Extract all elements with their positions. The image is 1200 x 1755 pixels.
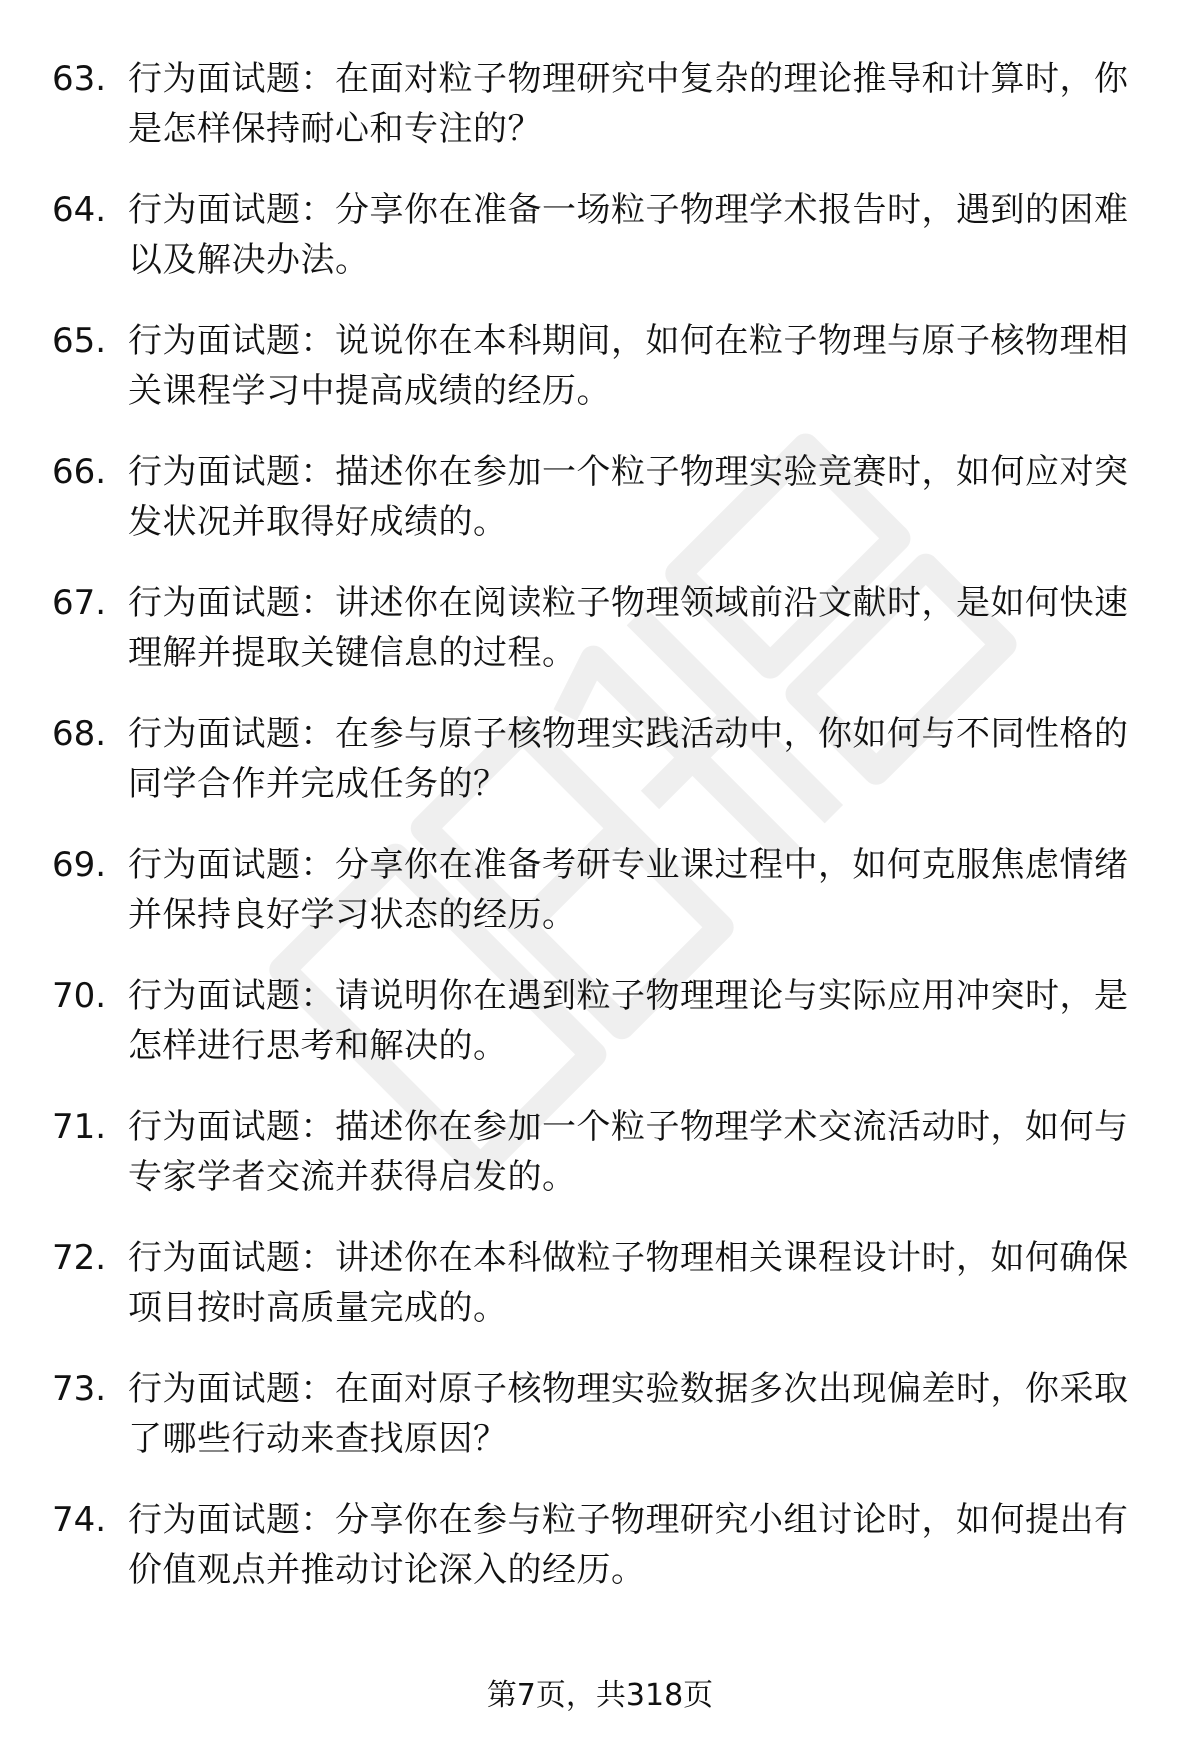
question-number: 65. [52,321,107,361]
question-text: 行为面试题：描述你在参加一个粒子物理实验竞赛时，如何应对突发状况并取得好成绩的。 [128,452,1129,542]
question-item [0,1233,1200,1364]
question-text: 行为面试题：讲述你在阅读粒子物理领域前沿文献时，是如何快速理解并提取关键信息的过程。 [128,583,1129,673]
question-item [0,185,1200,316]
question-text: 行为面试题：说说你在本科期间，如何在粒子物理与原子核物理相关课程学习中提高成绩的经历。 [128,321,1129,411]
question-item [0,1364,1200,1495]
question-item [0,709,1200,840]
question-item [0,447,1200,578]
question-number: 63. [52,59,107,99]
question-item [0,840,1200,971]
question-text: 行为面试题：分享你在参与粒子物理研究小组讨论时，如何提出有价值观点并推动讨论深入的经历。 [128,1500,1129,1590]
question-number: 71. [52,1107,107,1147]
question-text: 行为面试题：在面对粒子物理研究中复杂的理论推导和计算时，你是怎样保持耐心和专注的？ [128,59,1129,149]
question-item [0,1102,1200,1233]
question-text: 行为面试题：描述你在参加一个粒子物理学术交流活动时，如何与专家学者交流并获得启发的。 [128,1107,1129,1197]
question-number: 67. [52,583,107,623]
question-text: 行为面试题：在面对原子核物理实验数据多次出现偏差时，你采取了哪些行动来查找原因？ [128,1369,1129,1459]
question-text: 行为面试题：分享你在准备一场粒子物理学术报告时，遇到的困难以及解决办法。 [128,190,1129,280]
question-item [0,316,1200,447]
question-text: 行为面试题：在参与原子核物理实践活动中，你如何与不同性格的同学合作并完成任务的？ [128,714,1129,804]
question-item [0,971,1200,1102]
question-item [0,578,1200,709]
question-item [0,54,1200,185]
question-item [0,1495,1200,1626]
question-text: 行为面试题：分享你在准备考研专业课过程中，如何克服焦虑情绪并保持良好学习状态的经历。 [128,845,1129,935]
question-text: 行为面试题：讲述你在本科做粒子物理相关课程设计时，如何确保项目按时高质量完成的。 [128,1238,1129,1328]
question-number: 66. [52,452,107,492]
question-number: 73. [52,1369,107,1409]
question-text: 行为面试题：请说明你在遇到粒子物理理论与实际应用冲突时，是怎样进行思考和解决的。 [128,976,1129,1066]
question-number: 72. [52,1238,107,1278]
page-footer: 第7页，共318页 [486,1678,714,1713]
question-number: 70. [52,976,107,1016]
question-number: 74. [52,1500,107,1540]
question-list [0,54,1200,1626]
question-number: 69. [52,845,107,885]
question-number: 68. [52,714,107,754]
question-number: 64. [52,190,107,230]
